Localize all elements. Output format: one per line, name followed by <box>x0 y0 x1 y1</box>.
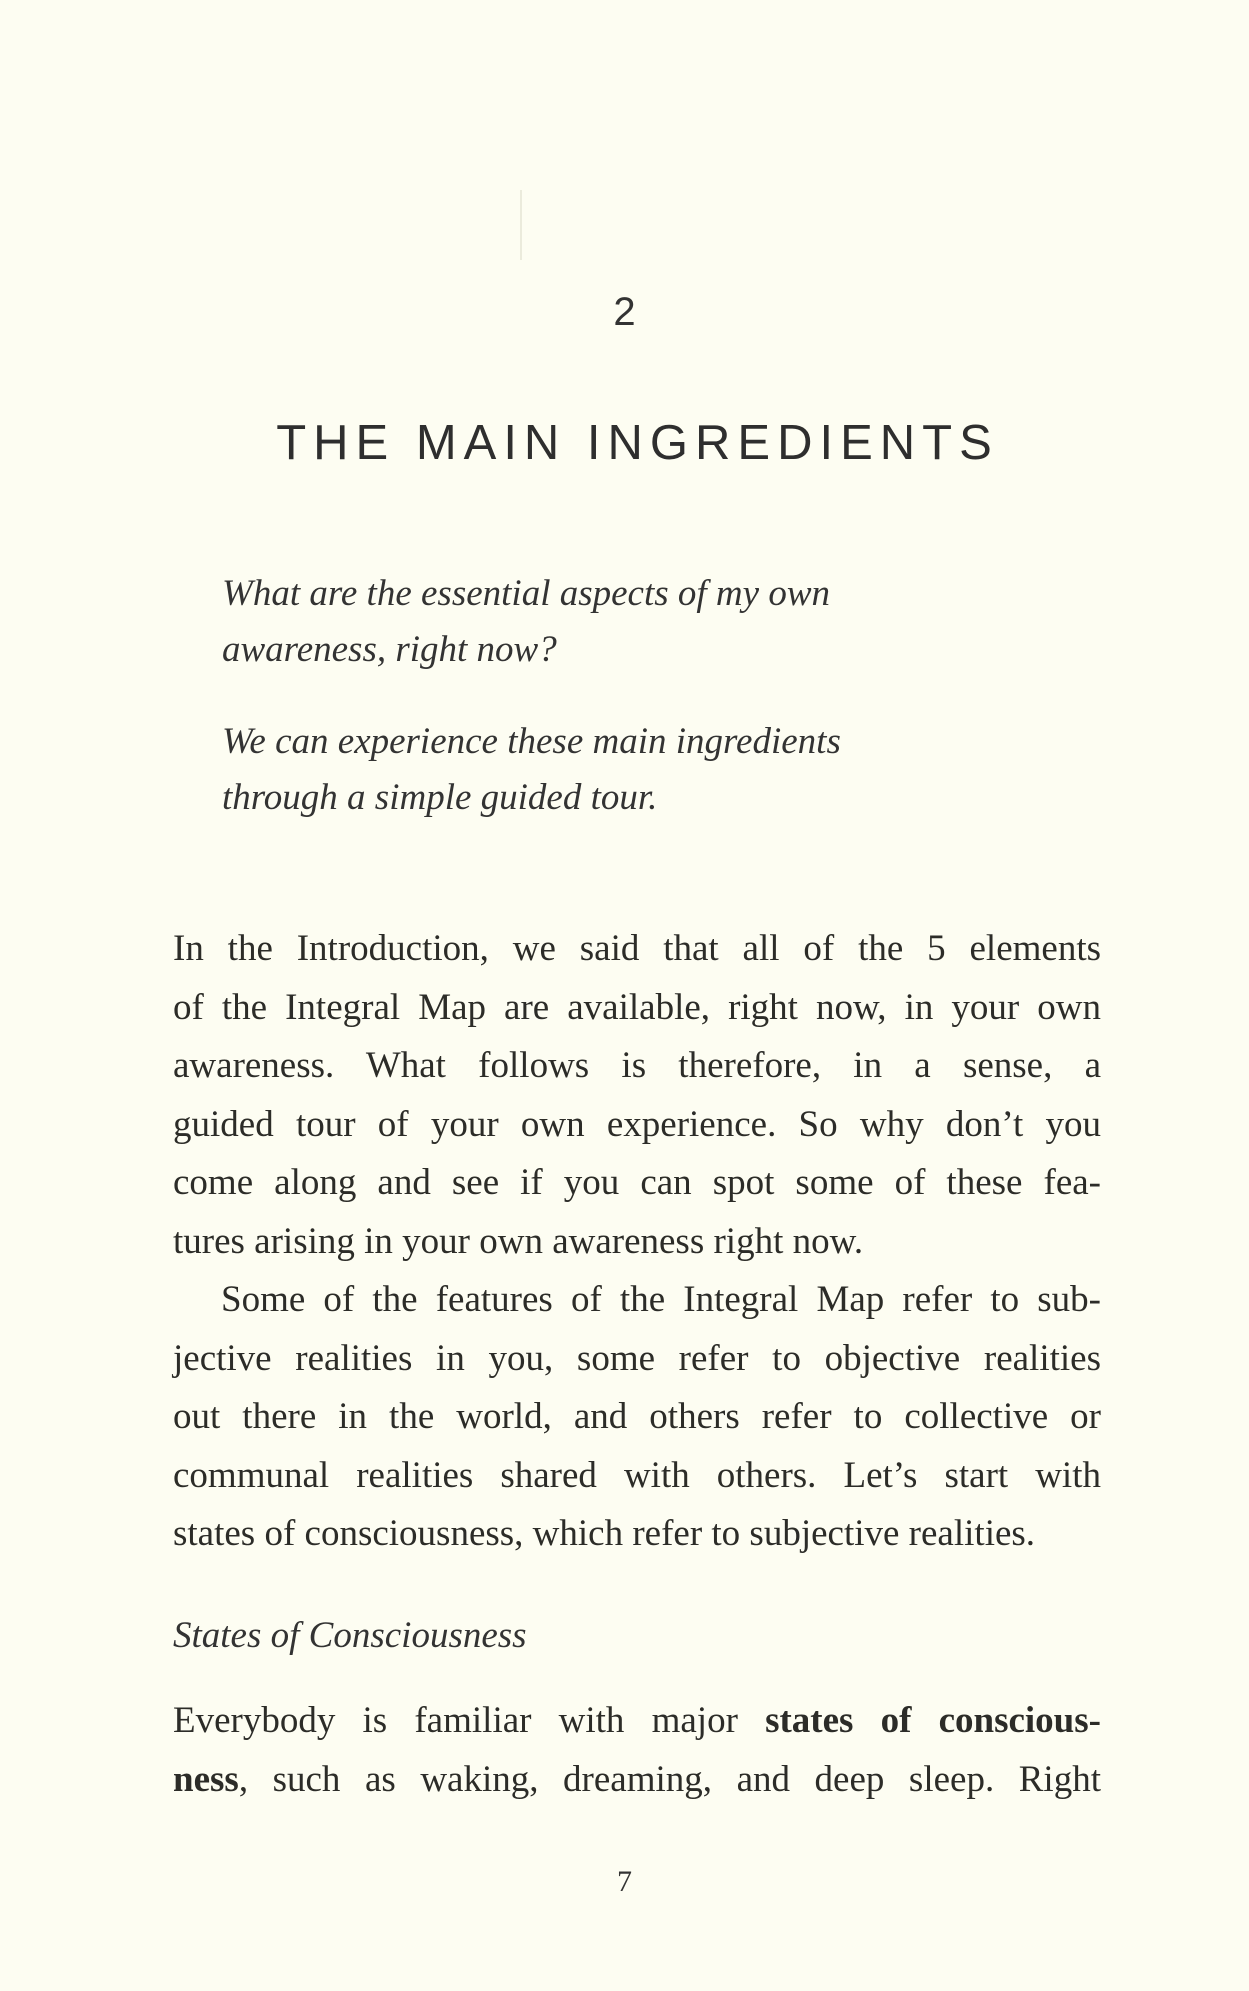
text-line: out there in the world, and others refer to collective or <box>173 1396 1101 1437</box>
paragraph-introduction <box>173 920 1101 1271</box>
text-line: guided tour of your own experience. So why don’t you <box>173 1103 1101 1145</box>
text-line <box>173 1751 1101 1810</box>
epigraph-line: through a simple guided tour. <box>222 777 658 818</box>
chapter-title: THE MAIN INGREDIENTS <box>276 416 999 470</box>
scan-mark <box>520 190 522 260</box>
text-line: communal realities shared with others. Let’s start with <box>173 1454 1101 1496</box>
body-text <box>173 920 1101 1564</box>
page-number: 7 <box>617 1865 632 1898</box>
text-line: jective realities in you, some refer to objective realities <box>173 1337 1101 1379</box>
section-heading: States of Consciousness <box>173 1615 527 1656</box>
bold-term: ness <box>173 1758 239 1800</box>
text-line <box>173 1692 1101 1751</box>
text-line: states of consciousness, which refer to subjective realities. <box>173 1513 1036 1554</box>
epigraph-line: What are the essential aspects of my own <box>222 573 831 614</box>
paragraph-states <box>173 1692 1101 1809</box>
epigraph-line: awareness, right now? <box>222 629 557 670</box>
text-line: come along and see if you can spot some of these fea- <box>173 1162 1101 1203</box>
text-run: , such as waking, dreaming, and deep sleep. Right <box>238 1758 1101 1800</box>
epigraph-question-1 <box>222 566 942 678</box>
chapter-number: 2 <box>613 290 636 334</box>
text-line: Some of the features of the Integral Map refer to sub- <box>221 1279 1101 1320</box>
paragraph-features <box>173 1271 1101 1564</box>
text-line: awareness. What follows is therefore, in a sense, a <box>173 1045 1101 1086</box>
epigraph-line: We can experience these main ingredients <box>222 721 841 762</box>
bold-term: states of conscious- <box>765 1700 1101 1741</box>
text-run: Everybody is familiar with major <box>173 1700 766 1741</box>
text-line: In the Introduction, we said that all of the 5 elements <box>173 928 1101 969</box>
text-line: of the Integral Map are available, right now, in your own <box>173 986 1101 1028</box>
epigraph-answer <box>222 714 942 826</box>
text-line: tures arising in your own awareness right now. <box>173 1220 864 1262</box>
